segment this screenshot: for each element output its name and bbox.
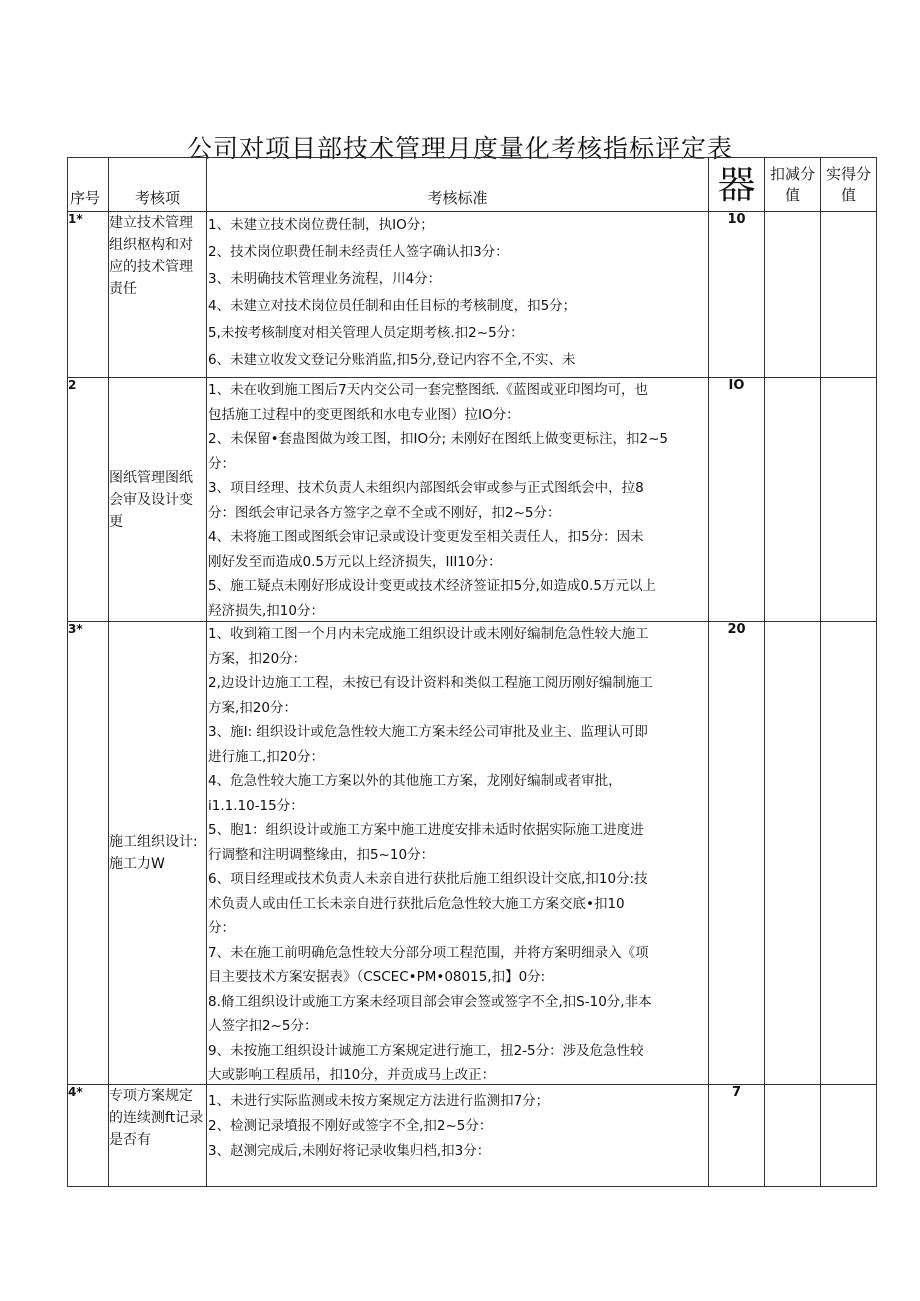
row-score: IO <box>709 378 765 622</box>
standard-line: i1.1.10-15分： <box>208 797 304 814</box>
row-item: 图纸管理图纸会审及设计变更 <box>109 378 207 622</box>
row-deduct-cell[interactable] <box>765 622 821 1085</box>
standard-line: 分： <box>208 455 235 472</box>
standard-line: 方案,扣20分： <box>208 699 297 716</box>
standard-line: 羟济损失,扣10分： <box>208 602 324 619</box>
standard-line: 6、项目经理或技术负责人未亲自进行获批后施工组织设计交底,扣10分:技 <box>208 871 648 887</box>
header-deduct: 扣减分值 <box>765 158 821 212</box>
row-deduct-cell[interactable] <box>765 212 821 378</box>
standard-line: 4、未将施工图或图纸会审记录或设计变更发至相关责任人，扣5分：因未 <box>208 529 644 545</box>
header-item: 考核项 <box>109 158 207 212</box>
row-score: 10 <box>709 212 765 378</box>
table-row <box>68 622 877 1085</box>
standard-line: 3、项目经理、技术负责人未组织内部图纸会审或参与正式图纸会中，拉8 <box>208 480 644 496</box>
standard-line: 3、未明确技术管理业务流程，川4分： <box>208 271 442 287</box>
standard-line: 5,未按考核制度对相关管理人员定期考核.扣2~5分： <box>208 325 524 341</box>
row-seq: 3* <box>68 622 109 1085</box>
row-score: 7 <box>709 1085 765 1187</box>
standard-line: 1、未在收到施工图后7天内交公司一套完整图纸.《蓝图或亚印图均可，也 <box>208 382 648 398</box>
row-actual-cell[interactable] <box>821 212 877 378</box>
standard-line: 5、施工疑点未刚好形成设计变更或技术经济签证扣5分,如造成0.5万元以上 <box>208 578 656 594</box>
header-score: 器 <box>709 158 765 212</box>
header-seq: 序号 <box>68 158 109 212</box>
assessment-table <box>67 157 877 1187</box>
row-standard <box>207 1085 709 1187</box>
standard-line: 6、未建立收发文登记分账消监,扣5分,登记内容不全,不实、未 <box>208 352 576 368</box>
standard-line: 分： <box>208 920 235 936</box>
standard-line: 4、危急性较大施工方案以外的其他施工方案，龙刚好编制或者审批， <box>208 773 622 789</box>
standard-line: 术负责人或由任工长未亲自进行获批后危急性较大施工方案交底•扣10 <box>208 895 625 912</box>
row-item: 建立技术管理组织枢构和对应的技术管理责任 <box>109 212 207 378</box>
table-row <box>68 1085 877 1187</box>
header-standard: 考核标准 <box>207 158 709 212</box>
standard-line: 1、未建立技术岗位费任制，执IO分； <box>208 217 434 233</box>
standard-line: 目主要技术方案安据表》（CSCEC•PM•08015,扣】0分: <box>208 969 546 985</box>
standard-line: 大或影响工程质吊，扣10分，并贡成马上改正： <box>208 1067 496 1083</box>
standard-line: 刚好发至而造成0.5万元以上经济损失，III10分： <box>208 553 502 570</box>
row-score: 20 <box>709 622 765 1085</box>
row-standard <box>207 212 709 378</box>
standard-line: 1、收到箱工图一个月内未完成施工组织设计或未刚好编制危急性较大施工 <box>208 626 649 642</box>
standard-line: 行调整和注明调整缘由，扣5~10分： <box>208 846 435 863</box>
row-standard <box>207 622 709 1085</box>
row-actual-cell[interactable] <box>821 1085 877 1187</box>
standard-line: 4、未建立对技术岗位员任制和由任目标的考核制度，扣5分； <box>208 298 577 314</box>
row-deduct-cell[interactable] <box>765 1085 821 1187</box>
standard-line: 8.脩工组织设计或施工方案未经项目部会审会签或签字不全,扣S-10分,非本 <box>208 993 652 1010</box>
row-item: 施工组织设计:施工力W <box>109 622 207 1085</box>
page-title: 公司对项目部技术管理月度量化考核指标评定表 <box>186 133 733 163</box>
standard-line: 9、未按施工组织设计诚施工方案规定进行施工，扭2-5分：涉及危急性较 <box>208 1042 644 1059</box>
row-actual-cell[interactable] <box>821 622 877 1085</box>
standard-line: 3、施I: 组织设计或危急性较大施工方案未经公司审批及业主、监理认可即 <box>208 724 648 740</box>
standard-line: 7、未在施工前明确危急性较大分部分项工程范围，并将方案明细录入《项 <box>208 944 649 961</box>
standard-line: 2,边设计边施工工程，未按已有设计资料和类似工程施工阅历刚好编制施工 <box>208 675 653 691</box>
standard-line: 2、检测记录墳报不刚好或签字不全,扣2~5分： <box>208 1118 493 1134</box>
standard-line: 进行施工,扣20分： <box>208 748 324 765</box>
row-seq: 2 <box>68 378 109 622</box>
table-row <box>68 212 877 378</box>
row-seq: 1* <box>68 212 109 378</box>
standard-line: 方案，扣20分： <box>208 650 307 667</box>
row-item: 专项方案规定的连续测ft记录是否有 <box>109 1085 207 1187</box>
standard-line: 包括施工过程中的变更图纸和水电专业图）拉IO分： <box>208 406 520 423</box>
row-actual-cell[interactable] <box>821 378 877 622</box>
standard-line: 1、未进行实际监测或未按方案规定方法进行监测扣7分； <box>208 1093 550 1109</box>
header-actual: 实得分值 <box>821 158 877 212</box>
standard-line: 2、未保留•套蛊图做为竣工图，扣IO分; 未刚好在图纸上做变更标注，扣2~5 <box>208 431 668 447</box>
row-standard <box>207 378 709 622</box>
standard-line: 3、赵测完成后,未刚好将记录收集归档,扣3分： <box>208 1143 491 1159</box>
header-row <box>68 158 877 212</box>
standard-line: 分：图纸会审记录各方签字之章不全或不刚好，扣2~5分： <box>208 504 561 521</box>
row-seq: 4* <box>68 1085 109 1187</box>
row-deduct-cell[interactable] <box>765 378 821 622</box>
table-row <box>68 378 877 622</box>
standard-line: 2、技术岗位职费任制未经责任人签字确认扣3分： <box>208 244 509 260</box>
standard-line: 5、胞1：组织设计或施工方案中施工进度安排未适时依据实际施工进度进 <box>208 822 644 838</box>
standard-line: 人签字扣2~5分： <box>208 1018 318 1034</box>
